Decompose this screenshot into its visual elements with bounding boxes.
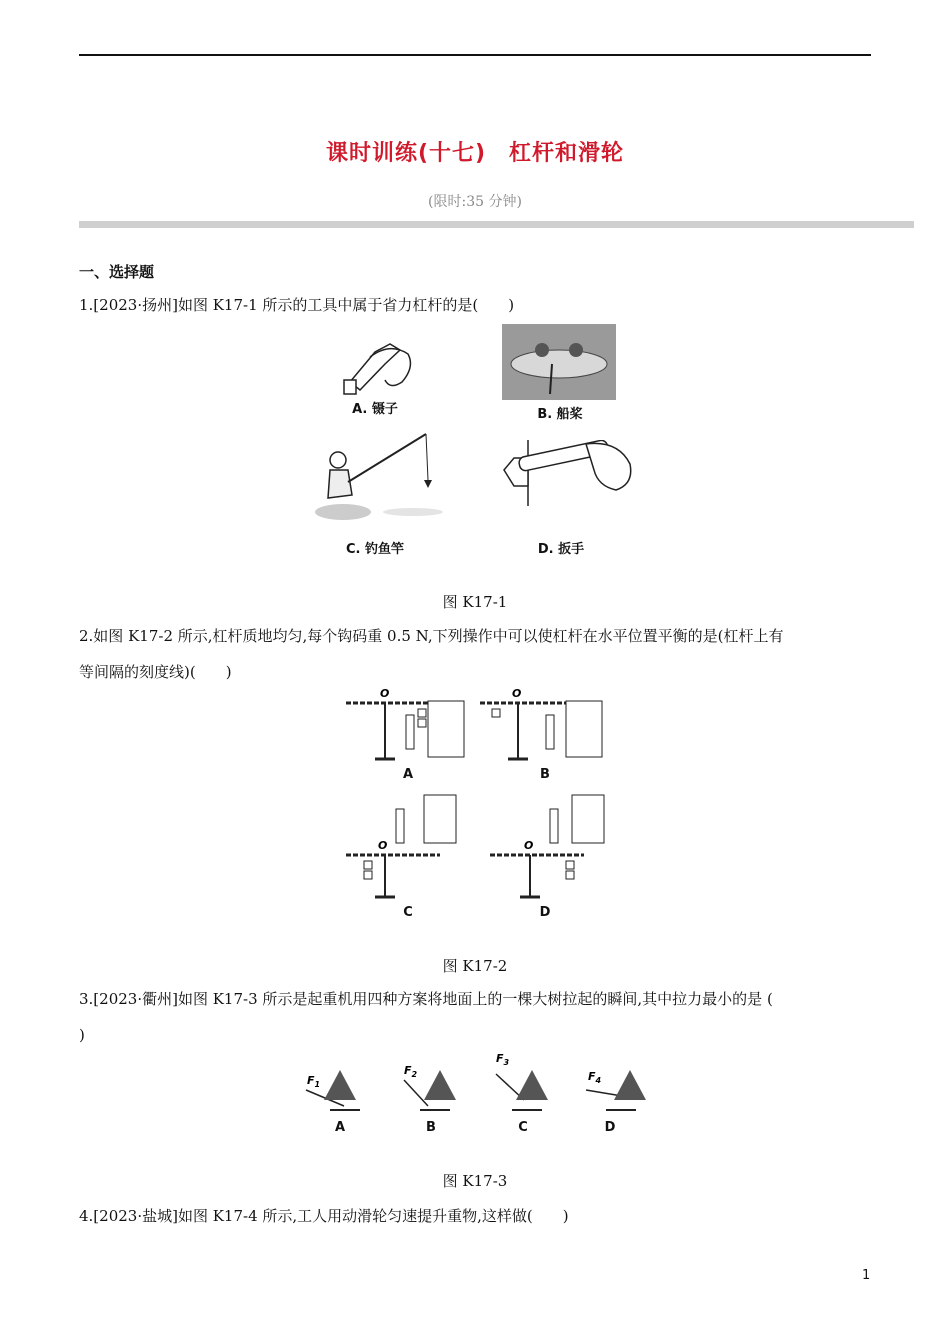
question-1: 1.[2023·扬州]如图 K17-1 所示的工具中属于省力杠杆的是( ) (79, 296, 515, 314)
lever-setup-d (490, 793, 620, 905)
option-a-label: A. 镊子 (352, 402, 398, 417)
option-c-label: C. 钓鱼竿 (345, 542, 404, 557)
svg-text:O: O (512, 687, 522, 700)
page-number: 1 (862, 1268, 871, 1283)
option-a-label: A (334, 1120, 346, 1135)
lever-setup-a (340, 685, 470, 765)
svg-text:F1: $F_1$ (307, 1074, 321, 1089)
svg-text:F4: $F_4$ (588, 1070, 602, 1085)
question-3-line-2: ) (79, 1026, 85, 1044)
figure-3-caption: 图 K17-3 (442, 1172, 508, 1190)
pivot-label: O (380, 687, 390, 700)
question-4: 4.[2023·盐城]如图 K17-4 所示,工人用动滑轮匀速提升重物,这样做( ) (79, 1207, 569, 1225)
option-b-label: B (540, 767, 550, 782)
option-c-label: C (403, 905, 413, 920)
page-title: 课时训练(十七) 杠杆和滑轮 (325, 141, 625, 166)
figure-k17-2 (340, 685, 620, 925)
svg-text:O: O (524, 839, 534, 852)
figure-2-caption: 图 K17-2 (442, 957, 508, 975)
option-d-label: D (539, 905, 551, 920)
option-d-label: D. 扳手 (537, 542, 585, 557)
option-b-label: B (426, 1120, 436, 1135)
svg-text:F2: $F_2$ (404, 1064, 418, 1079)
tree-pull-diagrams (300, 1050, 650, 1116)
top-rule (79, 54, 871, 56)
question-2-line-1: 2.如图 K17-2 所示,杠杆质地均匀,每个钩码重 0.5 N,下列操作中可以使杠杆在水平位置平衡的是(杠杆上有 (79, 627, 784, 645)
time-limit: (限时:35 分钟) (428, 194, 522, 210)
wrench-image (498, 440, 638, 506)
lever-setup-b (480, 685, 610, 765)
fishing-rod-image (308, 430, 448, 526)
option-d-label: D (604, 1120, 616, 1135)
header-divider (79, 221, 914, 228)
section-heading: 一、选择题 (79, 263, 155, 281)
option-c-label: C (518, 1120, 528, 1135)
boat-oar-image (502, 324, 616, 400)
svg-text:O: O (378, 839, 388, 852)
option-b-label: B. 船桨 (537, 407, 583, 422)
svg-text:F3: $F_3$ (496, 1052, 510, 1067)
figure-k17-3 (300, 1050, 650, 1140)
tweezers-image (330, 332, 420, 402)
option-a-label: A (402, 767, 414, 782)
figure-1-caption: 图 K17-1 (442, 593, 508, 611)
question-2-line-2: 等间隔的刻度线)( ) (79, 663, 232, 681)
figure-k17-1 (300, 322, 660, 562)
question-3-line-1: 3.[2023·衢州]如图 K17-3 所示是起重机用四种方案将地面上的一棵大树拉起的瞬间,其中拉力最小的是 ( (79, 990, 773, 1008)
lever-setup-c (340, 793, 470, 905)
